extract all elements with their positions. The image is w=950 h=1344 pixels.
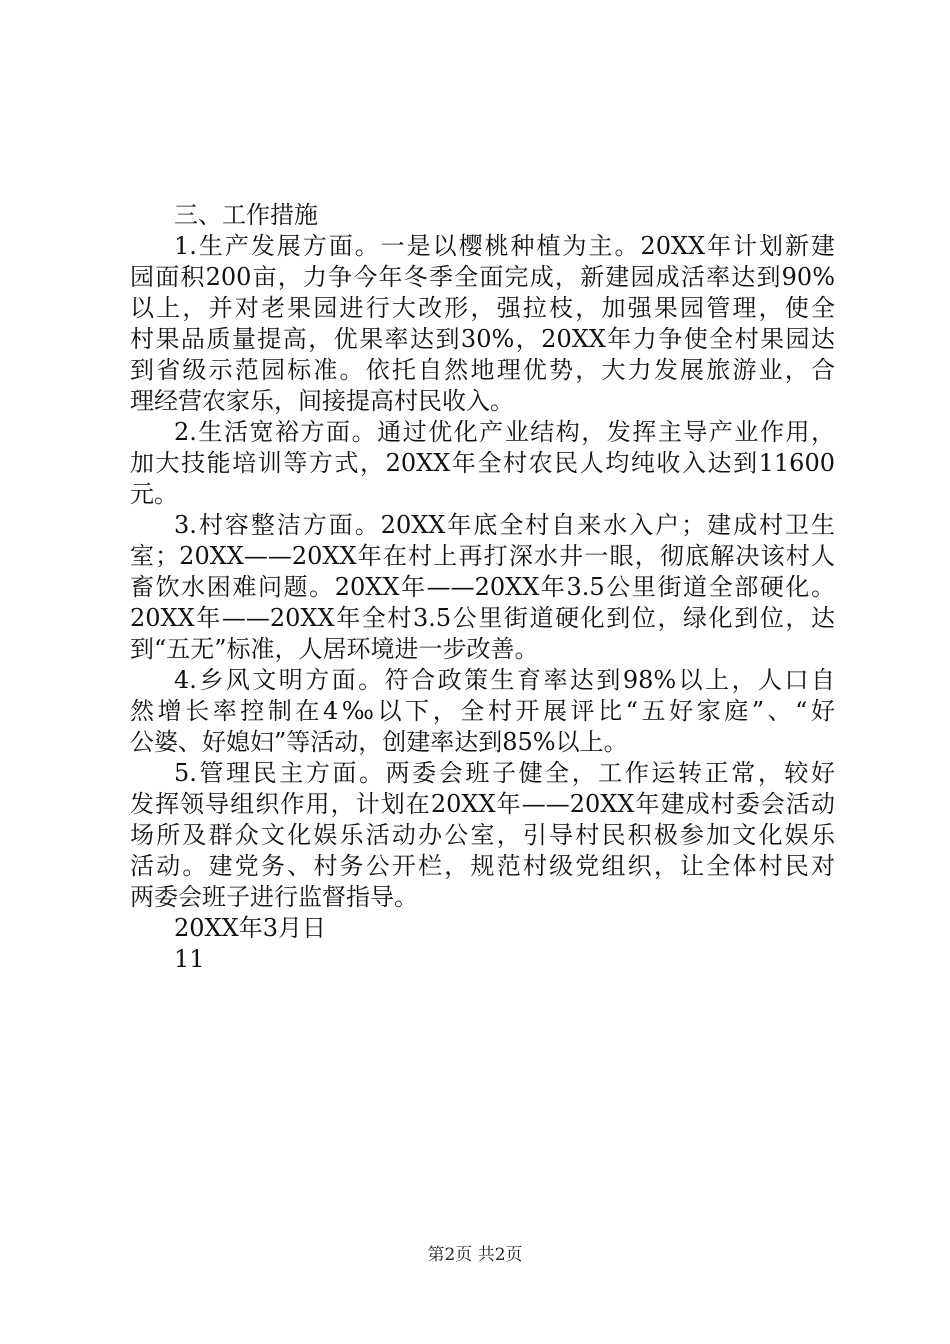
text-line: 三、工作措施 [174,201,318,229]
text-line: 室；20XX——20XX年在村上再打深水井一眼，彻底解决该村人 [130,542,835,570]
text-line: 然增长率控制在4‰以下，全村开展评比“五好家庭”、“好 [130,697,835,725]
text-line: 2.生活宽裕方面。通过优化产业结构，发挥主导产业作用， [174,418,835,446]
text-line: 畜饮水困难问题。20XX年——20XX年3.5公里街道全部硬化。 [130,573,835,601]
text-line: 村果品质量提高，优果率达到30%，20XX年力争使全村果园达 [130,325,835,353]
text-line: 公婆、好媳妇”等活动，创建率达到85%以上。 [130,728,628,756]
text-line: 以上，并对老果园进行大改形，强拉枝，加强果园管理，使全 [130,294,835,322]
text-line: 5.管理民主方面。两委会班子健全，工作运转正常，较好 [174,759,835,787]
text-line: 到省级示范园标准。依托自然地理优势，大力发展旅游业，合 [130,356,835,384]
document-body [130,200,835,975]
text-line: 两委会班子进行监督指导。 [130,883,418,911]
text-line: 3.村容整洁方面。20XX年底全村自来水入户；建成村卫生 [174,511,835,539]
page-number-footer: 第2页 共2页 [427,1245,523,1265]
text-line: 20XX年3月日 [174,914,326,942]
text-line: 元。 [130,480,178,508]
text-line: 园面积200亩，力争今年冬季全面完成，新建园成活率达到90% [130,263,835,291]
text-line: 场所及群众文化娱乐活动办公室，引导村民积极参加文化娱乐 [130,821,835,849]
text-line: 4.乡风文明方面。符合政策生育率达到98%以上，人口自 [174,666,835,694]
text-line: 理经营农家乐，间接提高村民收入。 [130,387,514,415]
text-line: 发挥领导组织作用，计划在20XX年——20XX年建成村委会活动 [130,790,835,818]
text-line: 加大技能培训等方式，20XX年全村农民人均纯收入达到11600 [130,449,835,477]
text-line: 1.生产发展方面。一是以樱桃种植为主。20XX年计划新建 [174,232,835,260]
text-line: 活动。建党务、村务公开栏，规范村级党组织，让全体村民对 [130,852,835,880]
text-line: 20XX年——20XX年全村3.5公里街道硬化到位，绿化到位，达 [130,604,835,632]
text-line: 11 [174,945,205,973]
text-line: 到“五无”标准，人居环境进一步改善。 [130,635,539,663]
